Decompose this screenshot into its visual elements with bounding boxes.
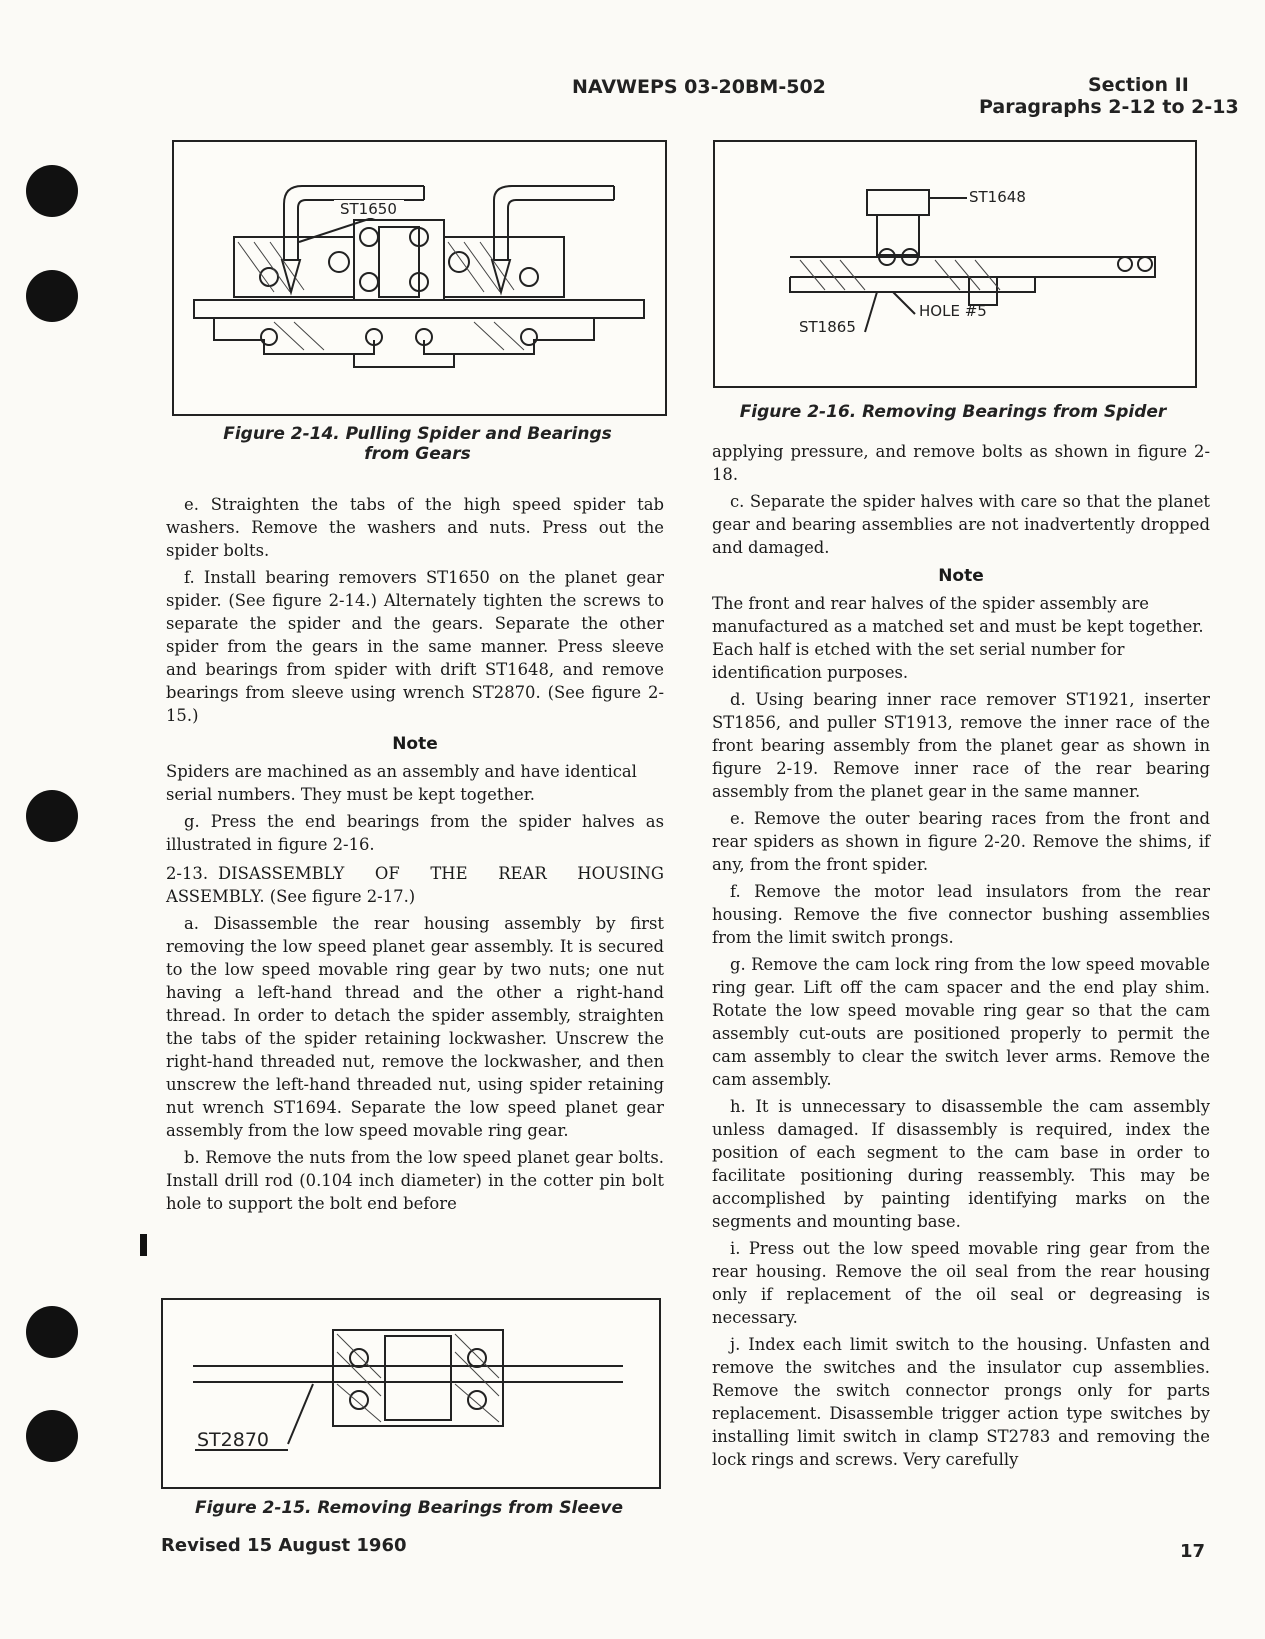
figure-2-14-drawing: [174, 142, 665, 414]
figure-2-16: [713, 140, 1197, 388]
right-note-text: The front and rear halves of the spider assembly are manufactured as a matched set and must be kept together. Each half is etched with the set serial number for identification purposes.: [712, 594, 1204, 682]
right-para-c: c. Separate the spider halves with care so that the planet gear and bearing assemblies are not inadvertently dropped and damaged.: [712, 492, 1210, 557]
left-para-f: f. Install bearing removers ST1650 on the planet gear spider. (See figure 2-14.) Alternately tighten the screws to separate the spider and the gears. Separate the other spider from the gears in the same manner. Press sleeve and bearings from spider with drift ST1648, and remove bearings from sleeve using wrench ST2870. (See figure 2-15.): [166, 568, 664, 725]
binder-hole: [26, 165, 78, 217]
right-para-d: d. Using bearing inner race remover ST1921, inserter ST1856, and puller ST1913, remove the inner race of the front bearing assembly from the planet gear as shown in figure 2-19. Remove inner race of the rear bearing assembly from the planet gear in the same manner.: [712, 690, 1210, 801]
figure-2-16-drawing: [715, 142, 1195, 386]
left-para-e: e. Straighten the tabs of the high speed spider tab washers. Remove the washers and nuts. Press out the spider bolts.: [166, 495, 664, 560]
figure-2-15-drawing: [163, 1300, 659, 1487]
right-note-heading: Note: [938, 566, 984, 586]
fig-2-16-label-top: ST1648: [969, 188, 1026, 206]
heading-text: DISASSEMBLY OF THE REAR HOUSING ASSEMBLY.: [166, 864, 664, 906]
revised-date: Revised 15 August 1960: [161, 1535, 407, 1556]
binder-hole: [26, 270, 78, 322]
figure-2-14-caption: [172, 424, 663, 464]
left-note-text: Spiders are machined as an assembly and have identical serial numbers. They must be kept together.: [166, 762, 637, 804]
right-para-g: g. Remove the cam lock ring from the low speed movable ring gear. Lift off the cam spacer and the end play shim. Rotate the low speed movable ring gear so that the cam assembly cut-outs are positioned properly to permit the cam assembly to clear the switch lever arms. Remove the cam assembly.: [712, 955, 1210, 1089]
left-para-b: b. Remove the nuts from the low speed planet gear bolts. Install drill rod (0.104 inch diameter) in the cotter pin bolt hole to support the bolt end before: [166, 1148, 664, 1213]
figure-2-15: [161, 1298, 661, 1489]
section-label: Section II: [1088, 74, 1189, 96]
figure-2-14-caption-line1: Figure 2-14. Pulling Spider and Bearings: [223, 424, 612, 444]
fig-2-16-label-hole: HOLE #5: [919, 302, 987, 320]
right-para-j: j. Index each limit switch to the housing. Unfasten and remove the switches and the insulator cup assemblies. Remove the switch connector prongs only for parts replacement. Disassemble trigger action type switches by installing limit switch in clamp ST2783 and removing the lock rings and screws. Very carefully: [712, 1335, 1210, 1469]
left-note-heading: Note: [392, 734, 438, 754]
left-para-g: g. Press the end bearings from the spider halves as illustrated in figure 2-16.: [166, 812, 664, 854]
doc-number: NAVWEPS 03-20BM-502: [572, 76, 826, 98]
heading-ref: (See figure 2-17.): [269, 887, 416, 906]
right-para-i: i. Press out the low speed movable ring gear from the rear housing. Remove the oil seal from the rear housing only if replacement of the oil seal or degreasing is necessary.: [712, 1239, 1210, 1327]
left-column: [166, 493, 664, 1219]
binder-hole: [26, 1306, 78, 1358]
page-number: 17: [1180, 1541, 1206, 1562]
right-para-f: f. Remove the motor lead insulators from the rear housing. Remove the five connector bushing assemblies from the limit switch prongs.: [712, 882, 1210, 947]
heading-number: 2-13.: [166, 864, 209, 883]
right-column: [712, 440, 1210, 1475]
figure-2-14-caption-line2: from Gears: [364, 444, 471, 464]
left-para-a: a. Disassemble the rear housing assembly by first removing the low speed planet gear assembly. It is secured to the low speed movable ring gear by two nuts; one nut having a left-hand thread and the other a right-hand thread. In order to detach the spider assembly, straighten the tabs of the spider retaining lockwasher. Unscrew the right-hand threaded nut, remove the lockwasher, and then unscrew the left-hand threaded nut, using spider retaining nut wrench ST1694. Separate the low speed planet gear assembly from the low speed movable ring gear.: [166, 914, 664, 1140]
right-para-b-cont: applying pressure, and remove bolts as shown in figure 2-18.: [712, 442, 1210, 484]
change-bar: [140, 1234, 147, 1256]
binder-hole: [26, 790, 78, 842]
figure-2-14: [172, 140, 667, 416]
fig-2-15-label: ST2870: [197, 1429, 270, 1451]
binder-hole: [26, 1410, 78, 1462]
right-para-h: h. It is unnecessary to disassemble the cam assembly unless damaged. If disassembly is required, index the position of each segment to the cam base in order to facilitate positioning during reassembly. This may be accomplished by painting identifying marks on the segments and mounting base.: [712, 1097, 1210, 1231]
right-para-e: e. Remove the outer bearing races from the front and rear spiders as shown in figure 2-20. Remove the shims, if any, from the front spider.: [712, 809, 1210, 874]
fig-2-16-label-left: ST1865: [799, 318, 856, 336]
figure-2-15-caption: Figure 2-15. Removing Bearings from Sleeve: [194, 1498, 624, 1518]
figure-2-16-caption: Figure 2-16. Removing Bearings from Spider: [739, 402, 1167, 422]
fig-2-14-label: ST1650: [340, 200, 397, 218]
paragraphs-label: Paragraphs 2-12 to 2-13: [979, 96, 1239, 118]
section-heading-2-13: [166, 862, 664, 908]
